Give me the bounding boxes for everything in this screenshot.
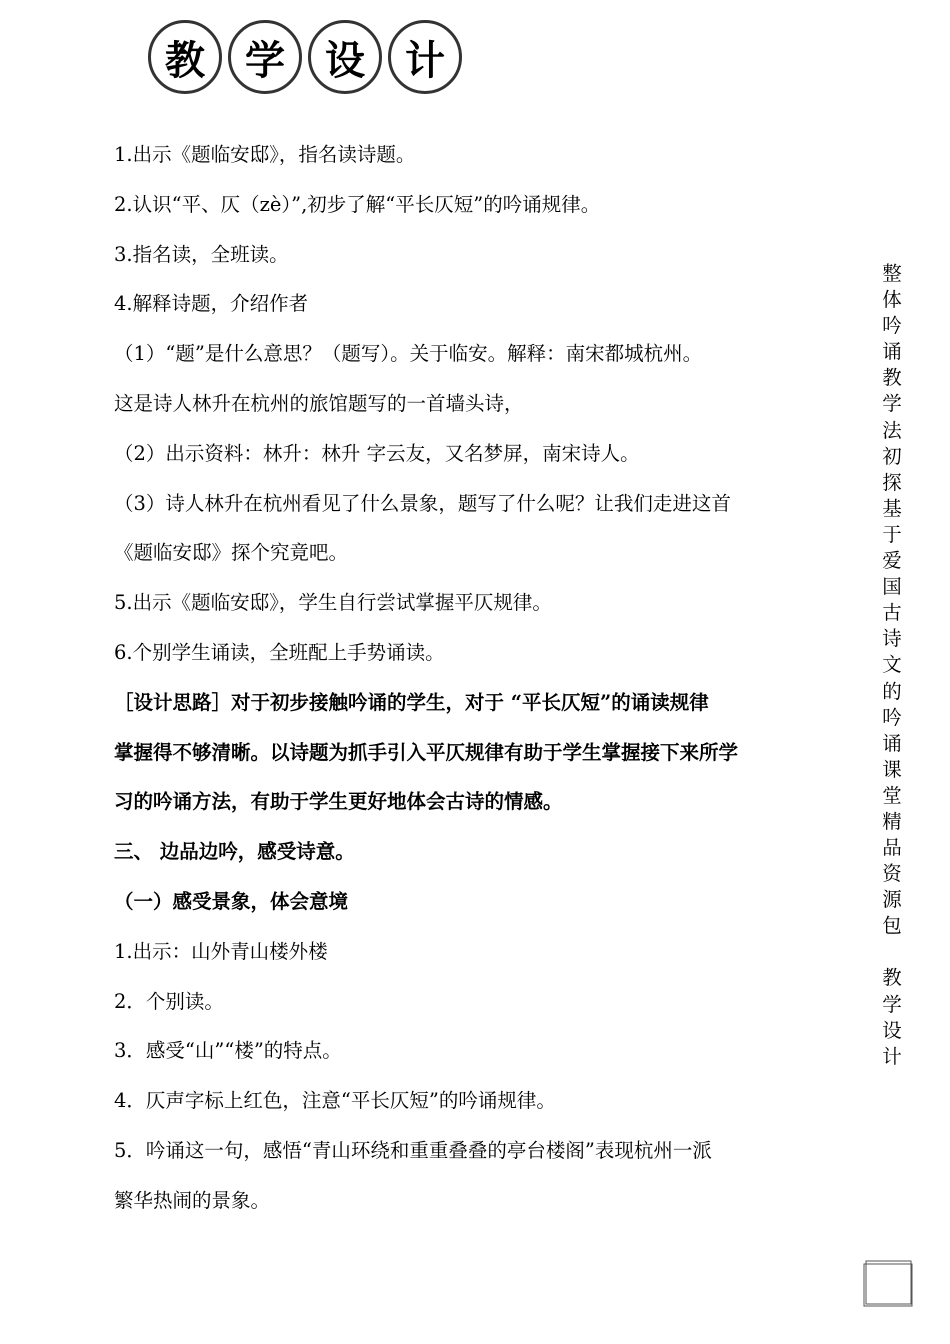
design-idea-line: ［设计思路］对于初步接触吟诵的学生，对于 “平长仄短”的诵读规律 [114, 690, 709, 714]
side-caption-char: 学 [882, 392, 902, 416]
side-caption-char: 体 [882, 288, 902, 312]
side-caption-char: 源 [882, 888, 902, 912]
design-idea-line: 掌握得不够清晰。以诗题为抓手引入平仄规律有助于学生掌握接下来所学 [114, 740, 739, 764]
side-caption-char: 整 [882, 262, 902, 285]
vertical-side-caption [878, 261, 906, 1070]
paragraph-line: 2．个别读。 [114, 989, 224, 1013]
paragraph-line: （3）诗人林升在杭州看见了什么景象，题写了什么呢？让我们走进这首 [114, 491, 731, 515]
side-caption-char: 爱 [882, 549, 902, 573]
paragraph-line: 1.出示《题临安邸》，指名读诗题。 [114, 143, 416, 166]
paragraph-line: 1.出示：山外青山楼外楼 [114, 939, 328, 963]
side-caption-char: 诗 [882, 627, 902, 651]
paragraph-line: 4.解释诗题，介绍作者 [114, 292, 309, 316]
title-char-circle: 学 [228, 20, 302, 94]
side-caption-char: 吟 [882, 314, 902, 338]
side-caption-char: 于 [882, 522, 902, 546]
paragraph-line: 《题临安邸》探个究竟吧。 [114, 541, 349, 565]
side-caption-char: 的 [882, 679, 902, 703]
side-caption-char: 吟 [882, 705, 902, 729]
title-char-circle: 教 [148, 20, 222, 94]
side-caption-gap [878, 939, 906, 965]
subsection-heading: （一）感受景象，体会意境 [114, 889, 349, 913]
paragraph-line: 2.认识“平、仄（zè）”,初步了解“平长仄短”的吟诵规律。 [114, 192, 601, 216]
paragraph-line: 繁华热闹的景象。 [114, 1188, 271, 1212]
design-idea-line: 习的吟诵方法，有助于学生更好地体会古诗的情感。 [114, 790, 563, 814]
page-corner-icon [862, 1258, 914, 1310]
side-caption-char: 计 [882, 1044, 902, 1068]
paragraph-line: 3.指名读，全班读。 [114, 242, 289, 266]
side-caption-char: 品 [882, 836, 902, 860]
side-caption-char: 基 [882, 496, 902, 520]
paragraph-line: 3．感受“山”“楼”的特点。 [114, 1039, 342, 1063]
side-caption-char: 课 [882, 757, 902, 781]
side-caption-char: 包 [882, 914, 902, 938]
paragraph-line: 5.出示《题临安邸》，学生自行尝试掌握平仄规律。 [114, 591, 552, 615]
side-caption-char: 学 [882, 992, 902, 1016]
side-caption-char: 国 [882, 575, 902, 599]
side-caption-char: 精 [882, 809, 902, 833]
document-body [114, 130, 839, 1226]
side-caption-char: 设 [882, 1018, 902, 1042]
side-caption-char: 教 [882, 366, 902, 390]
title-char-circle: 设 [308, 20, 382, 94]
side-caption-char: 诵 [882, 731, 902, 755]
section-heading: 三、 边品边吟，感受诗意。 [114, 840, 355, 864]
side-caption-char: 资 [882, 862, 902, 886]
side-caption-char: 古 [882, 601, 902, 625]
side-caption-char: 探 [882, 470, 902, 494]
side-caption-char: 文 [882, 653, 902, 677]
paragraph-line: 4．仄声字标上红色，注意“平长仄短”的吟诵规律。 [114, 1089, 556, 1113]
side-caption-char: 初 [882, 444, 902, 468]
side-caption-char: 诵 [882, 340, 902, 364]
title-char-circle: 计 [388, 20, 462, 94]
paragraph-line: 6.个别学生诵读，全班配上手势诵读。 [114, 640, 445, 664]
page-title [148, 20, 466, 94]
paragraph-line: （2）出示资料：林升：林升 字云友，又名梦屏，南宋诗人。 [114, 441, 640, 465]
side-caption-char: 法 [882, 418, 902, 442]
side-caption-char: 堂 [882, 783, 902, 807]
paragraph-line: 5．吟诵这一句，感悟“青山环绕和重重叠叠的亭台楼阁”表现杭州一派 [114, 1138, 712, 1162]
paragraph-line: （1）“题”是什么意思？（题写）。关于临安。解释：南宋都城杭州。 [114, 342, 703, 366]
paragraph-line: 这是诗人林升在杭州的旅馆题写的一首墙头诗， [114, 391, 524, 415]
side-caption-char: 教 [882, 966, 902, 990]
